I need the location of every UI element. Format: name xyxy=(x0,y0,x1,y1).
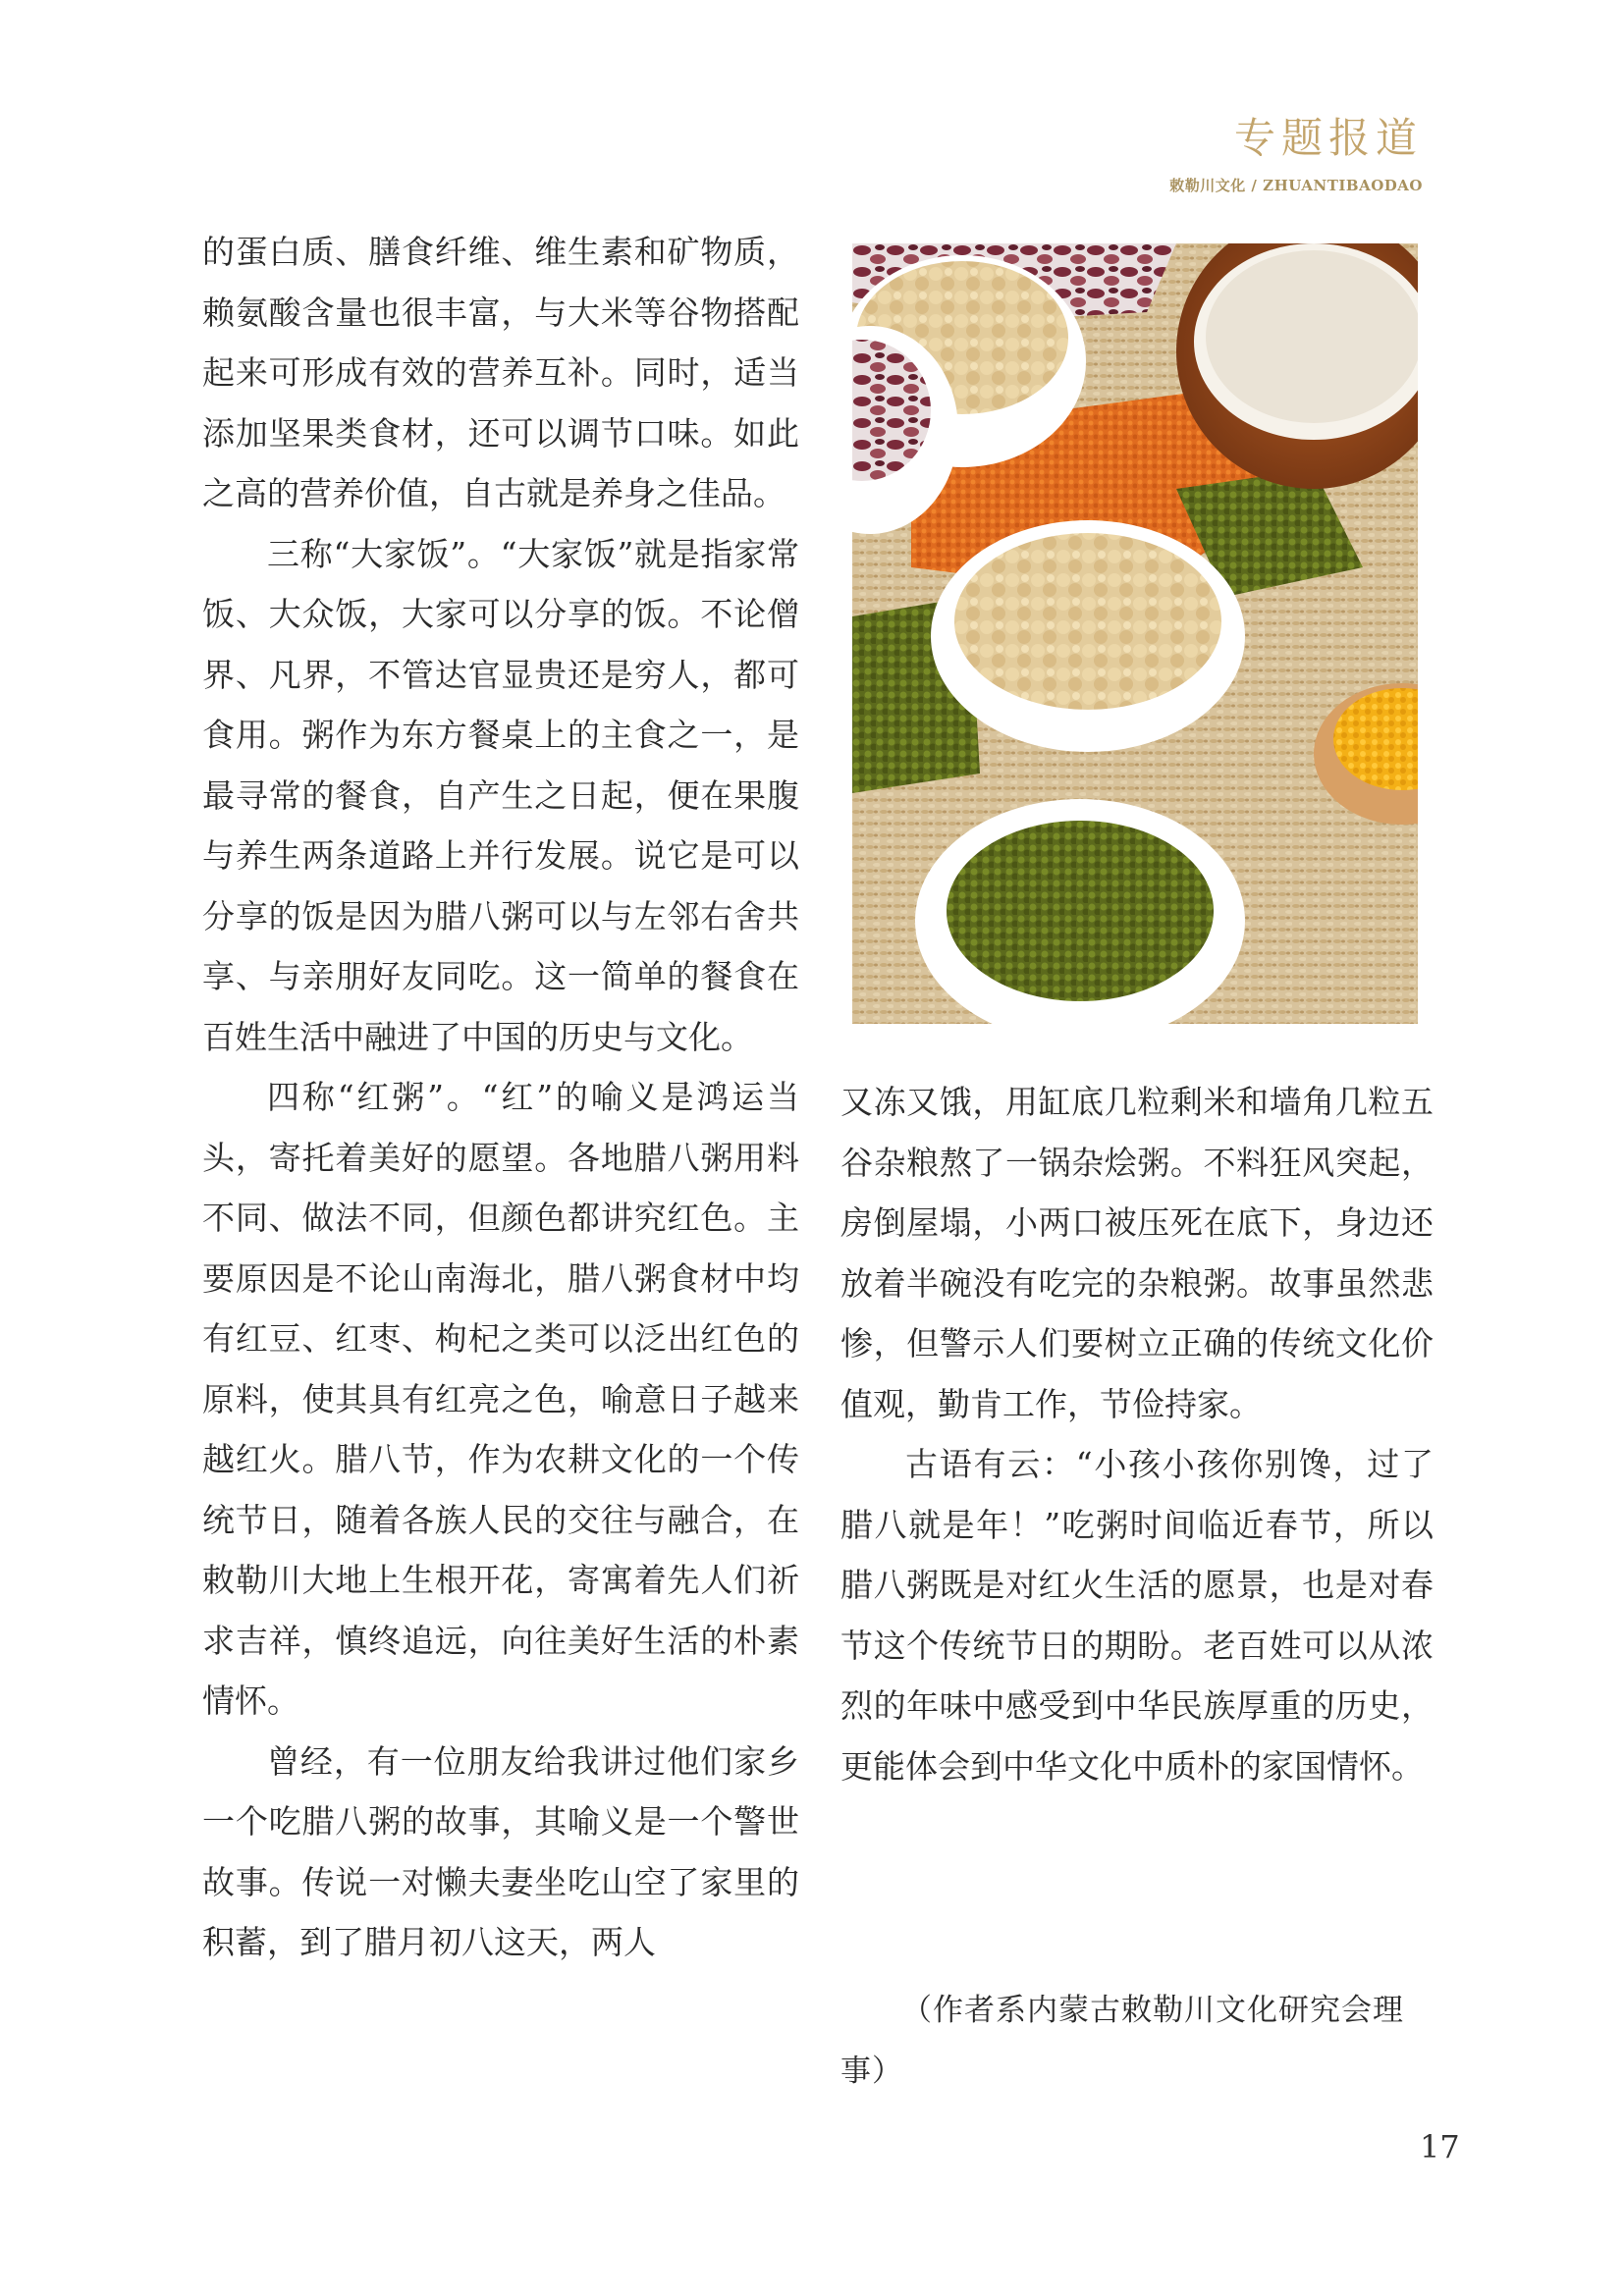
right-column xyxy=(840,1072,1434,1796)
left-column xyxy=(202,222,799,1973)
paragraph: 四称“红粥”。“红”的喻义是鸿运当头，寄托着美好的愿望。各地腊八粥用料不同、做法不同，但颜色都讲究红色。主要原因是不论山南海北，腊八粥食材中均有红豆、红枣、枸杞之类可以泛出红色的原料，使其具有红亮之色，喻意日子越来越红火。腊八节，作为农耕文化的一个传统节日，随着各族人民的交往与融合，在敕勒川大地上生根开花，寄寓着先人们祈求吉祥，慎终追远，向往美好生活的朴素情怀。 xyxy=(202,1078,799,1720)
paragraph: 又冻又饿，用缸底几粒剩米和墙角几粒五谷杂粮熬了一锅杂烩粥。不料狂风突起，房倒屋塌，小两口被压死在底下，身边还放着半碗没有吃完的杂粮粥。故事虽然悲惨，但警示人们要树立正确的传统文化价值观，勤肯工作，节俭持家。 xyxy=(840,1083,1434,1423)
grains-beans-photo xyxy=(852,243,1418,1024)
paragraph: 三称“大家饭”。“大家饭”就是指家常饭、大众饭，大家可以分享的饭。不论僧界、凡界，不管达官显贵还是穷人，都可食用。粥作为东方餐桌上的主食之一，是最寻常的餐食，自产生之日起，便在果腹与养生两条道路上并行发展。说它是可以分享的饭是因为腊八粥可以与左邻右舍共享、与亲朋好友同吃。这一简单的餐食在百姓生活中融进了中国的历史与文化。 xyxy=(202,534,799,1056)
paragraph: 曾经，有一位朋友给我讲过他们家乡一个吃腊八粥的故事，其喻义是一个警世故事。传说一对懒夫妻坐吃山空了家里的积蓄，到了腊月初八这天，两人 xyxy=(202,1741,799,1961)
attribution-text: （作者系内蒙古敕勒川文化研究会理事） xyxy=(840,1993,1404,2089)
author-attribution xyxy=(840,1981,1434,2102)
paragraph: 的蛋白质、膳食纤维、维生素和矿物质，赖氨酸含量也很丰富，与大米等谷物搭配起来可形成有效的营养互补。同时，适当添加坚果类食材，还可以调节口味。如此之高的营养价值，自古就是养身之佳品。 xyxy=(202,233,799,512)
section-header xyxy=(1169,110,1423,195)
paragraph: 古语有云：“小孩小孩你别馋，过了腊八就是年！”吃粥时间临近春节，所以腊八粥既是对红火生活的愿景，也是对春节这个传统节日的期盼。老百姓可以从浓烈的年味中感受到中华民族厚重的历史，更能体会到中华文化中质朴的家国情怀。 xyxy=(840,1445,1434,1786)
section-title: 专题报道 xyxy=(1233,114,1423,162)
page-number: 17 xyxy=(1420,2128,1460,2165)
section-subtitle: 敕勒川文化 / ZHUANTIBAODAO xyxy=(1169,177,1423,194)
